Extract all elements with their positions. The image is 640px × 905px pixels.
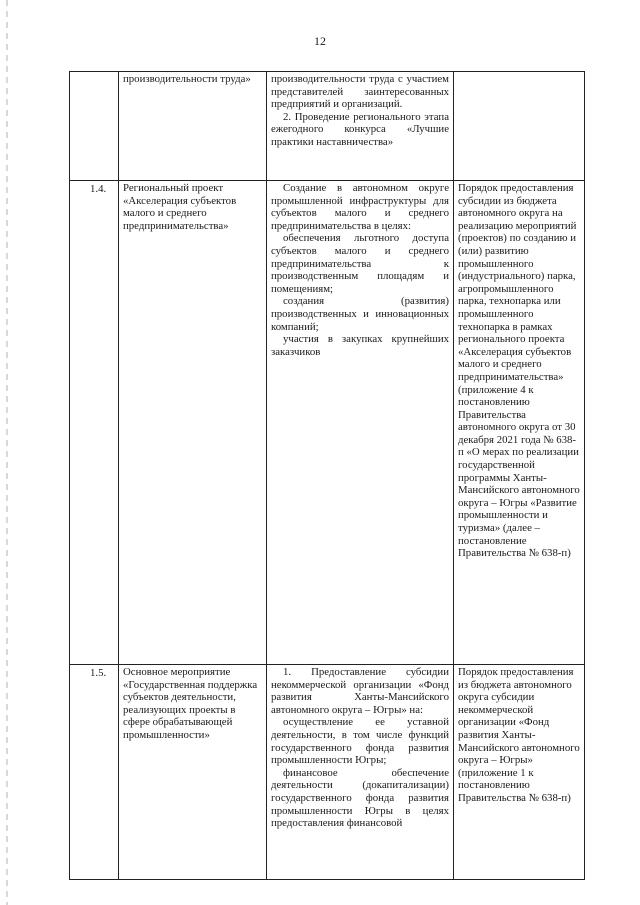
description-paragraph: осуществление ее уставной деятельности, в том числе функций государственного фонда развития промышленности Югры; [271, 716, 449, 767]
measure-name: Основное мероприятие «Государственная поддержка субъектов деятельности, реализующих проекты в сфере обрабатывающей промышленности» [119, 665, 267, 880]
legal-document: Порядок предоставления из бюджета автономного округа субсидии некоммерческой организации «Фонд развития Ханты-Мансийского автономного округа – Югры» (приложение 1 к постановлению Правительства № 638-п) [454, 665, 585, 880]
measures-table [69, 71, 585, 880]
measure-description [267, 665, 454, 880]
measure-name: производительности труда» [119, 72, 267, 181]
page-edge [6, 0, 8, 905]
table-row [70, 181, 585, 665]
table-row [70, 72, 585, 181]
measure-name: Региональный проект «Акселерация субъектов малого и среднего предпринимательства» [119, 181, 267, 665]
description-paragraph: производительности труда с участием представителей заинтересованных предприятий и организаций. [271, 73, 449, 111]
row-number: 1.5. [70, 665, 119, 880]
description-paragraph: участия в закупках крупнейших заказчиков [271, 333, 449, 358]
table-row [70, 665, 585, 880]
legal-document: Порядок предоставления субсидии из бюджета автономного округа на реализацию мероприятий (проектов) по созданию и (или) развитию промышленного (индустриального) парка, агропромышленного парка, технопарка или промышленного технопарка в рамках регионального проекта «Акселерация субъектов малого и среднего предпринимательства» (приложение 4 к постановлению Правительства автономного округа от 30 декабря 2021 года № 638-п «О мерах по реализации государственной программы Ханты-Мансийского автономного округа – Югры «Развитие промышленности и туризма» (далее – постановление Правительства № 638-п) [454, 181, 585, 665]
description-paragraph: Создание в автономном округе промышленной инфраструктуры для субъектов малого и среднего предпринимательства в целях: [271, 182, 449, 232]
page-number: 12 [314, 34, 326, 48]
description-paragraph: 2. Проведение регионального этапа ежегодного конкурса «Лучшие практики наставничества» [271, 110, 449, 148]
measure-description [267, 181, 454, 665]
description-paragraph: обеспечения льготного доступа субъектов малого и среднего предпринимательства к производственным площадям и помещениям; [271, 232, 449, 295]
description-paragraph: финансовое обеспечение деятельности (докапитализации) государственного фонда развития промышленности Югры в целях предоставления финансовой [271, 766, 449, 830]
description-paragraph: создания (развития) производственных и инновационных компаний; [271, 295, 449, 333]
row-number: 1.4. [70, 181, 119, 665]
legal-document [454, 72, 585, 181]
row-number [70, 72, 119, 181]
description-paragraph: 1. Предоставление субсидии некоммерческой организации «Фонд развития Ханты-Мансийского автономного округа – Югры» на: [271, 666, 449, 716]
measure-description [267, 72, 454, 181]
